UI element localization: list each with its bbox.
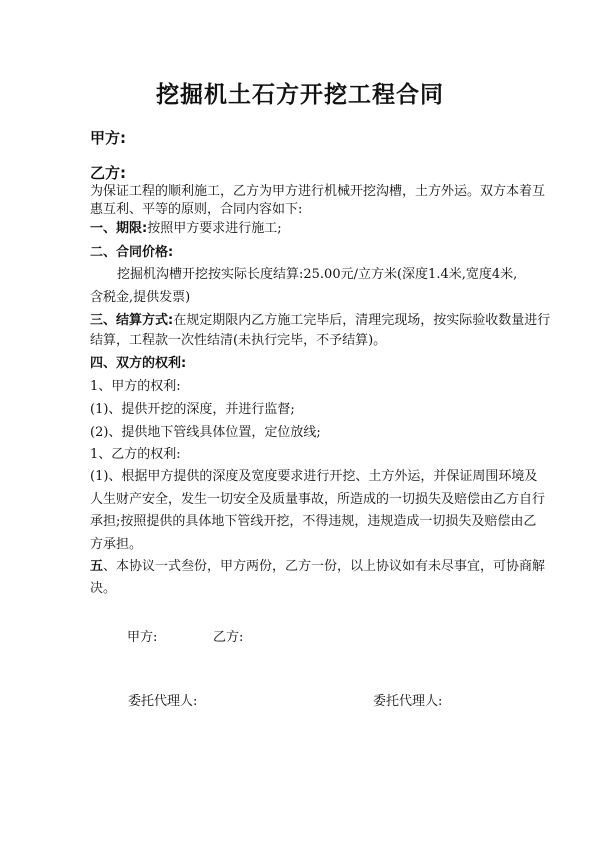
section-copies-line-2: 决。 — [90, 581, 117, 596]
party-b-label: 乙方: — [90, 164, 126, 182]
party-b-rights-line-4: 方承担。 — [90, 537, 143, 552]
party-a-rights-title: 1、甲方的权利: — [90, 379, 181, 394]
signature-party-b: 乙方: — [213, 630, 244, 645]
party-b-rights-title: 1、乙方的权利: — [90, 447, 181, 462]
section-copies-text-1: 、本协议一式叁份，甲方两份，乙方一份，以上协议如有未尽事宜，可协商解 — [103, 559, 546, 574]
section-copies-line-1 — [90, 559, 546, 575]
party-b-rights-line-1: (1)、根据甲方提供的深度及宽度要求进行开挖、土方外运，并保证周围环境及 — [90, 469, 538, 484]
signature-party-a: 甲方: — [127, 630, 158, 645]
party-b-rights-line-2: 人生财产安全，发生一切安全及质量事故，所造成的一切损失及赔偿由乙方自行 — [90, 492, 546, 507]
section-settlement-line-1 — [90, 313, 551, 329]
signature-agent-right: 委托代理人: — [373, 694, 443, 709]
section-settlement-line-2: 结算，工程款一次性结清(未执行完毕，不予结算)。 — [90, 333, 387, 348]
party-b-rights-line-3: 承担;按照提供的具体地下管线开挖，不得违规，违规造成一切损失及赔偿由乙 — [90, 514, 537, 529]
section-settlement-heading: 三、结算方式: — [90, 313, 174, 328]
section-term — [90, 221, 520, 237]
section-price-line-1: 挖掘机沟槽开挖按实际长度结算:25.00元/立方米(深度1.4米,宽度4米, — [117, 267, 518, 282]
section-rights-heading: 四、双方的权利: — [90, 356, 187, 371]
party-a-rights-item-1: (1)、提供开挖的深度，并进行监督; — [90, 402, 295, 417]
section-settlement-text-1: 在规定期限内乙方施工完毕后，清理完现场，按实际验收数量进行 — [173, 313, 551, 328]
section-price-line-2: 含税金,提供发票) — [90, 290, 191, 305]
section-term-text: 按照甲方要求进行施工; — [147, 221, 282, 236]
intro-line-2: 惠互利、平等的原则，合同内容如下: — [90, 202, 303, 217]
party-a-label: 甲方: — [90, 129, 126, 147]
intro-line-1: 为保证工程的顺利施工，乙方为甲方进行机械开挖沟槽，土方外运。双方本着互 — [90, 184, 546, 199]
signature-agent-left: 委托代理人: — [128, 694, 198, 709]
party-a-rights-item-2: (2)、提供地下管线具体位置，定位放线; — [90, 425, 321, 440]
section-copies-heading: 五 — [90, 559, 104, 574]
document-title: 挖掘机土石方开挖工程合同 — [156, 82, 444, 108]
section-term-heading: 一、期限: — [90, 221, 148, 236]
section-price-heading: 二、合同价格: — [90, 245, 174, 260]
